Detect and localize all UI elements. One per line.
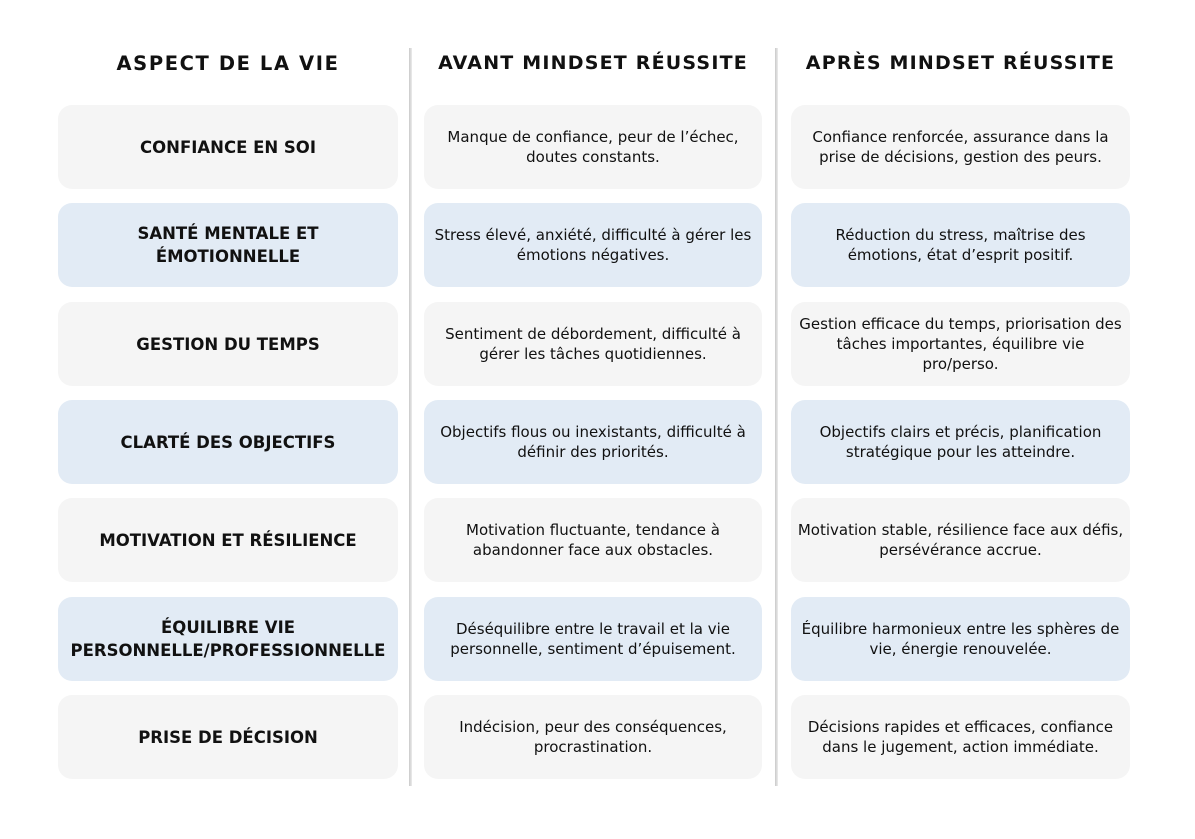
avant-cell-equilibre: Déséquilibre entre le travail et la vie personnelle, sentiment d’épuisement. (424, 597, 762, 681)
column-divider-2 (775, 48, 778, 786)
avant-cell-sante-mentale: Stress élevé, anxiété, difficulté à gérer les émotions négatives. (424, 203, 762, 287)
column-divider-1 (409, 48, 412, 786)
avant-column-header: AVANT MINDSET RÉUSSITE (438, 52, 748, 74)
apres-cell-gestion-temps: Gestion efficace du temps, priorisation des tâches importantes, équilibre vie pro/perso. (791, 302, 1130, 386)
aspect-column-header: ASPECT DE LA VIE (116, 52, 340, 75)
aspect-cell-prise-decision: PRISE DE DÉCISION (58, 695, 398, 779)
aspect-cell-gestion-temps: GESTION DU TEMPS (58, 302, 398, 386)
aspect-cell-equilibre: ÉQUILIBRE VIE PERSONNELLE/PROFESSIONNELLE (58, 597, 398, 681)
aspect-cell-sante-mentale: SANTÉ MENTALE ET ÉMOTIONNELLE (58, 203, 398, 287)
apres-cell-motivation: Motivation stable, résilience face aux défis, persévérance accrue. (791, 498, 1130, 582)
avant-cell-confiance: Manque de confiance, peur de l’échec, doutes constants. (424, 105, 762, 189)
avant-cell-clarte-objectifs: Objectifs flous ou inexistants, difficulté à définir des priorités. (424, 400, 762, 484)
apres-cell-prise-decision: Décisions rapides et efficaces, confiance dans le jugement, action immédiate. (791, 695, 1130, 779)
aspect-cell-motivation: MOTIVATION ET RÉSILIENCE (58, 498, 398, 582)
apres-cell-clarte-objectifs: Objectifs clairs et précis, planification stratégique pour les atteindre. (791, 400, 1130, 484)
avant-cell-prise-decision: Indécision, peur des conséquences, procrastination. (424, 695, 762, 779)
avant-cell-gestion-temps: Sentiment de débordement, difficulté à gérer les tâches quotidiennes. (424, 302, 762, 386)
aspect-cell-confiance: CONFIANCE EN SOI (58, 105, 398, 189)
apres-cell-confiance: Confiance renforcée, assurance dans la prise de décisions, gestion des peurs. (791, 105, 1130, 189)
apres-cell-equilibre: Équilibre harmonieux entre les sphères de vie, énergie renouvelée. (791, 597, 1130, 681)
avant-cell-motivation: Motivation fluctuante, tendance à abandonner face aux obstacles. (424, 498, 762, 582)
apres-cell-sante-mentale: Réduction du stress, maîtrise des émotions, état d’esprit positif. (791, 203, 1130, 287)
aspect-cell-clarte-objectifs: CLARTÉ DES OBJECTIFS (58, 400, 398, 484)
apres-column-header: APRÈS MINDSET RÉUSSITE (805, 52, 1116, 74)
